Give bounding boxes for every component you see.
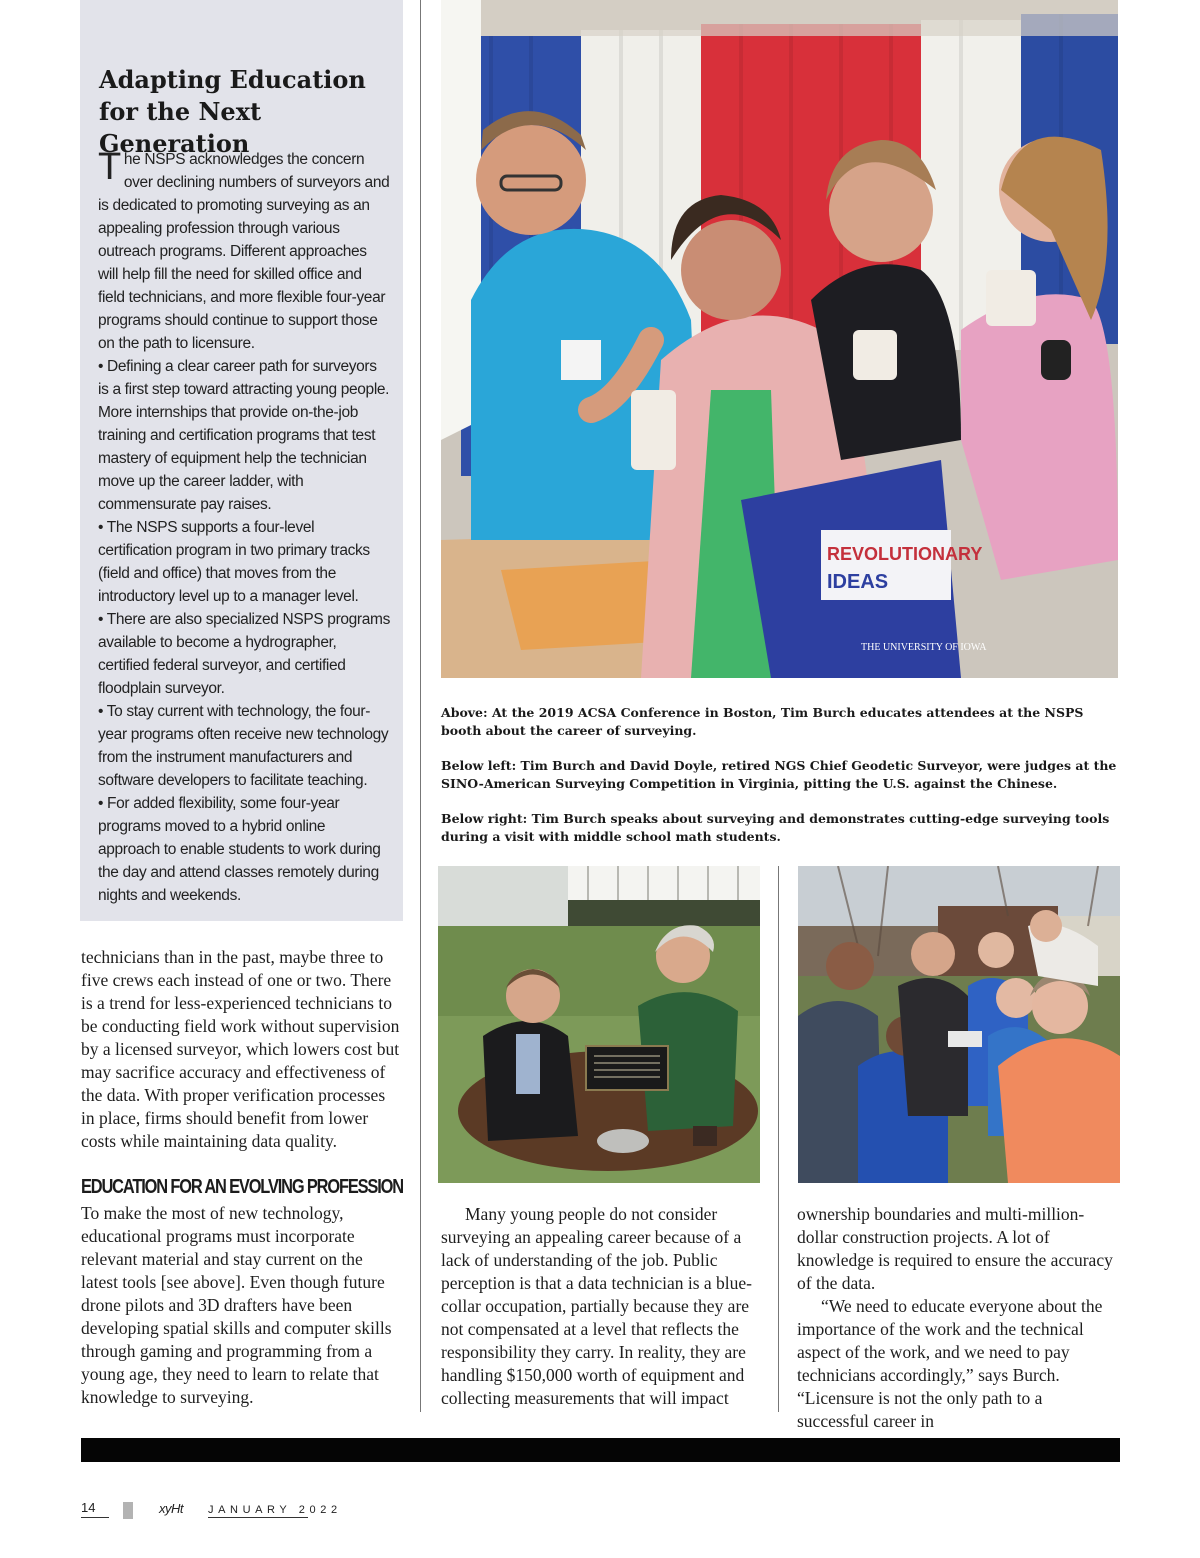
sidebar-bullet: • For added flexibility, some four-year programs moved to a hybrid online approach to enable students to work during the day and attend classes remotely during nights and weekends. (98, 795, 381, 904)
article-col1-top (81, 946, 401, 1153)
page-number-rule (81, 1517, 109, 1518)
sidebar-title-line2: for the Next Generation (99, 97, 262, 158)
sidebar-bullet: • To stay current with technology, the four-year programs often receive new technology from the instrument manufacturers and software developers to facilitate teaching. (98, 703, 389, 789)
issue-date: JANUARY 2022 (208, 1504, 342, 1516)
caption-below-right: Below right: Tim Burch speaks about surveying and demonstrates cutting-edge surveying tools during a visit with middle school math students. (441, 811, 1110, 844)
photo-captions (441, 704, 1119, 863)
sidebar-bullet: • The NSPS supports a four-level certification program in two primary tracks (field and office) that moves from the introductory level up to a manager level. (98, 519, 370, 605)
sidebar-title (99, 64, 399, 160)
bag-text-revolutionary: REVOLUTIONARY (827, 544, 983, 564)
article-col1-bottom (81, 1202, 401, 1409)
sidebar-bullet: • There are also specialized NSPS programs available to become a hydrographer, certified federal surveyor, and certified floodplain surveyor. (98, 611, 390, 697)
sidebar-intro (98, 148, 390, 355)
magazine-name: xyHt (159, 1501, 183, 1516)
article-col3-bottom (797, 1203, 1117, 1433)
caption-above: Above: At the 2019 ACSA Conference in Boston, Tim Burch educates attendees at the NSPS booth about the career of surveying. (441, 705, 1084, 738)
bag-text-university: THE UNIVERSITY OF IOWA (861, 642, 987, 653)
sidebar-title-line1: Adapting Education (99, 65, 366, 94)
column-rule-left (420, 0, 421, 1412)
article-paragraph: “We need to educate everyone about the importance of the work and the technical aspect of the work, and we need to pay technicians accordingly,” says Burch. “Licensure is not the only path to a successful career in (797, 1296, 1103, 1431)
sidebar-body (98, 148, 390, 907)
students-illustration (798, 866, 1120, 1183)
issue-date-rule (208, 1517, 308, 1518)
footer-separator-block (123, 1502, 133, 1519)
competition-judges-photo (438, 866, 760, 1183)
article-paragraph: technicians than in the past, maybe three to five crews each instead of one or two. There is a trend for less-experienced technicians to be conducting field work without supervision by a licensed surveyor, which lowers cost but may sacrifice accuracy and effectiveness of the data. With proper verification processes in place, firms should benefit from lower costs while maintaining data quality. (81, 947, 400, 1151)
judges-illustration (438, 866, 760, 1183)
bag-text-ideas: IDEAS (827, 571, 889, 593)
section-heading: EDUCATION FOR AN EVOLVING PROFESSION (81, 1176, 403, 1198)
article-paragraph: ownership boundaries and multi-million-dollar construction projects. A lot of knowledge is required to ensure the accuracy of the data. (797, 1204, 1113, 1293)
column-rule-right (778, 866, 779, 1412)
sidebar-intro-text: he NSPS acknowledges the concern over declining numbers of surveyors and is dedicated to promoting surveying as an appealing profession through various outreach programs. Different approaches will help fill the need for skilled office and field technicians, and more flexible four-year programs should continue to support those on the path to licensure. (98, 151, 390, 352)
article-paragraph: Many young people do not consider surveying an appealing career because of a lack of understanding of the job. Public perception is that a data technician is a blue-collar occupation, partially because they are not compensated at a level that reflects the responsibility they carry. In reality, they are handling $150,000 worth of equipment and collecting measurements that will impact (441, 1204, 752, 1408)
conference-booth-photo (441, 0, 1118, 678)
article-col2-bottom (441, 1203, 761, 1410)
caption-below-left: Below left: Tim Burch and David Doyle, retired NGS Chief Geodetic Surveyor, were judges at the SINO-American Surveying Competition in Virginia, pitting the U.S. against the Chinese. (441, 758, 1117, 791)
footer-bar (81, 1438, 1120, 1462)
students-demo-photo (798, 866, 1120, 1183)
article-paragraph: To make the most of new technology, educational programs must incorporate relevant material and stay current on the latest tools [see above]. Even though future drone pilots and 3D drafters have been developing spatial skills and computer skills through gaming and programming from a young age, they need to learn to relate that knowledge to surveying. (81, 1203, 392, 1407)
page-number: 14 (81, 1500, 96, 1515)
sidebar-bullet: • Defining a clear career path for surveyors is a first step toward attracting young people. More internships that provide on-the-job training and certification programs that test mastery of equipment help the technician move up the career ladder, with commensurate pay raises. (98, 358, 390, 513)
conference-booth-illustration (441, 0, 1118, 678)
drop-cap: T (98, 146, 121, 188)
